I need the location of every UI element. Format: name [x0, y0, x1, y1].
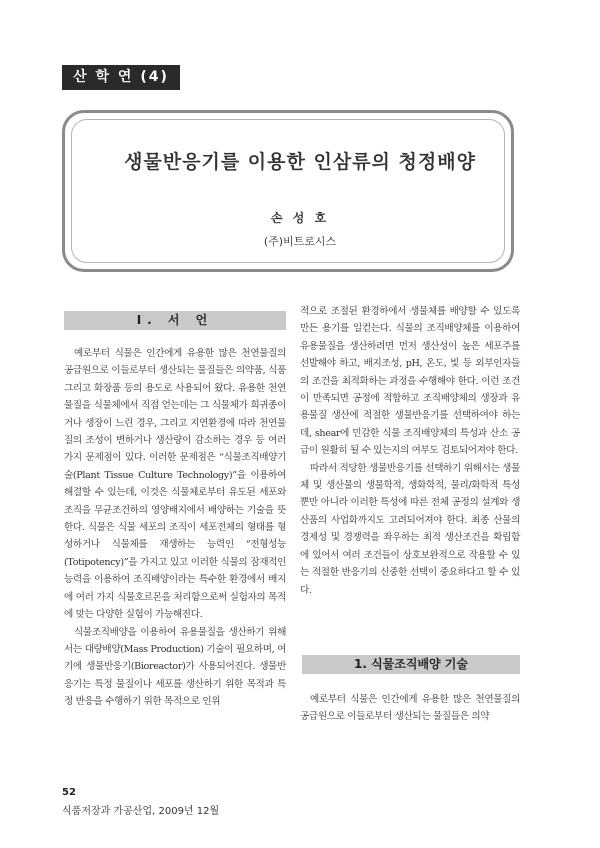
paragraph: 예로부터 식물은 인간에게 유용한 많은 천연물질의 공급원으로 이들로부터 생산되는 물질들은 의약 — [300, 694, 520, 723]
paragraph — [64, 624, 286, 711]
paragraph-part-1: 식물조직배양을 이용하여 유용물질을 생산하기 위해서는 대량배양(Mass Production) 기술이 필요하며, 여기에 생물반응기(Bioreactor)가 사용되어진다. 생물반응기는 특정 물질이나 세포를 생산하기 위한 목적과 특정 반응을 수행하기 위한 목적으로 인위 — [64, 626, 286, 708]
paragraph: 예로부터 식물은 인간에게 유용한 많은 천연물질의 공급원으로 이들로부터 생산되는 물질들은 의약품, 식품 그리고 화장품 등의 용도로 사용되어 왔다. 유용한 천연물질을 식물체에서 직접 얻는데는 그 식물체가 희귀종이거나 생장이 느린 경우, 그리고 지연환경에 따라 천연물질의 조성이 변하거나 생산량이 감소하는 경우 등 여러 가지 문제점이 있다. 이러한 문제점은 “식물조직배양기술(Plant Tissue Culture Technology)”을 이용하여 해결할 수 있는데, 이것은 식물체로부터 유도된 세포와 조직을 무균조건하의 영양배지에서 배양하는 기술을 뜻한다. 식물은 식물 세포의 조직이 세포전체의 형태를 형성하거나 식물체를 재생하는 능력인 “전형성능(Totipotency)”을 가지고 있고 이러한 식물의 잠재적인 능력을 이용하여 조직배양이라는 특수한 환경에서 배지에 여러 가지 식물호르몬을 처리함으로써 실험자의 목적에 맞는 다양한 실험이 가능해진다. — [64, 348, 286, 621]
paragraph-continued: 적으로 조절된 환경하에서 생물체를 배양할 수 있도록 만든 용기를 일컫는다. 식물의 조직배양체를 이용하여 유용물질을 생산하려면 먼저 생산성이 높은 세포주를 선발해야 하고, 배지조성, pH, 온도, 빛 등 외부인자들의 조건을 최적화하는 과정을 수행해야 한다. 이런 조건이 만족되면 공정에 적합하고 조직배양체의 생장과 유용물질 생산에 적절한 생물반응기를 선택하여야 하는데, shear에 민감한 식물 조직배양체의 특성과 산소 공급이 원활히 될 수 있는지의 여부도 검토되어져야 한다. — [300, 306, 520, 457]
section-heading-plant-tissue-culture: 1. 식물조직배양 기술 — [302, 655, 520, 674]
body-column-right — [300, 303, 520, 599]
series-tag: 산 학 연 (4) — [62, 65, 180, 90]
journal-footer: 식품저장과 가공산업, 2009년 12월 — [62, 806, 220, 817]
body-column-left — [64, 345, 286, 711]
author-affiliation: (주)비트로시스 — [263, 235, 337, 248]
body-column-right-lower — [300, 691, 520, 726]
section-heading-introduction: Ⅰ. 서 언 — [64, 311, 286, 330]
paragraph: 따라서 적당한 생물반응기를 선택하기 위해서는 생물체 및 생산물의 생물학적, 생화학적, 물리/화학적 특성 뿐만 아니라 이러한 특성에 따른 전체 공정의 설계와 생산품의 사업화까지도 고려되어져야 한다. 최종 산물의 경제성 및 경쟁력을 좌우하는 최적 생산조건을 확립함에 있어서 여러 조건들이 상호보완적으로 작용할 수 있는 적절한 반응기의 신중한 선택이 중요하다고 할 수 있다. — [300, 462, 520, 596]
page-number: 52 — [62, 787, 76, 798]
author-name: 손 성 호 — [270, 211, 330, 225]
article-title: 생물반응기를 이용한 인삼류의 청정배양 — [124, 151, 476, 173]
